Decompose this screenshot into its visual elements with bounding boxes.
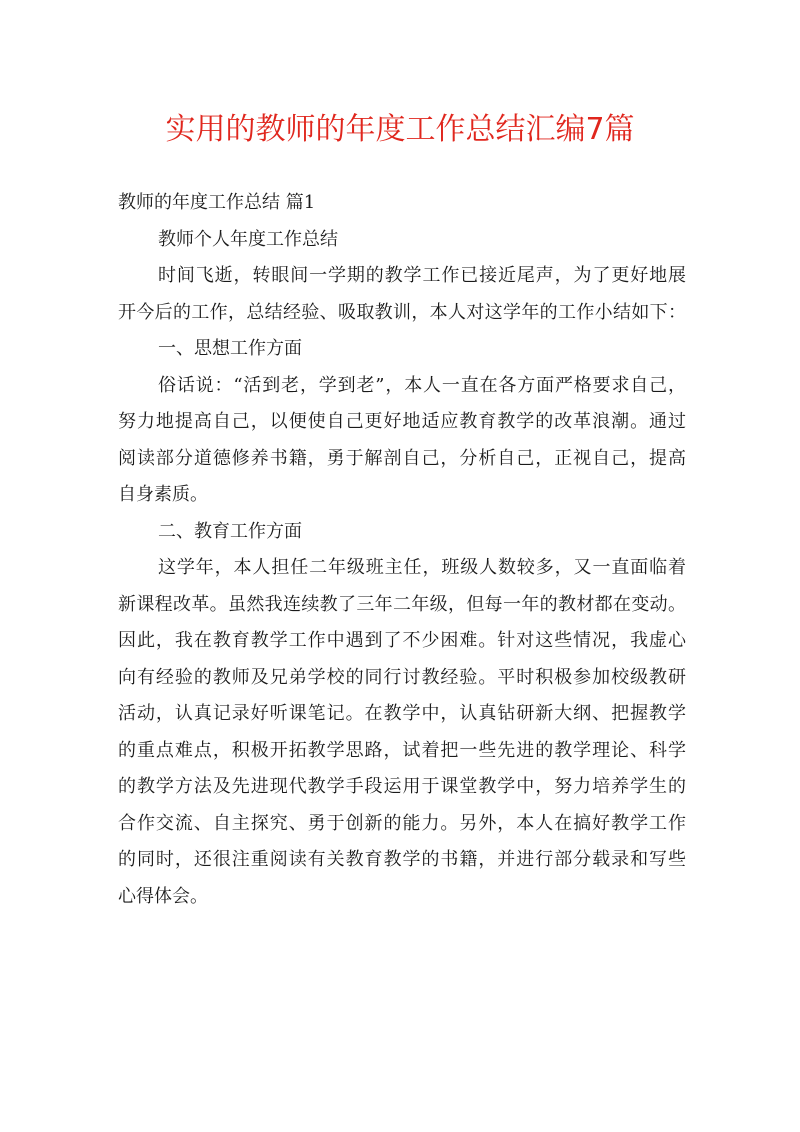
paragraph-line: 的同时，还很注重阅读有关教育教学的书籍，并进行部分载录和写些 — [118, 849, 686, 870]
paragraph-line: 开今后的工作，总结经验、吸取教训，本人对这学年的工作小结如下： — [118, 301, 686, 323]
paragraph-line: 的教学方法及先进现代教学手段运用于课堂教学中，努力培养学生的 — [118, 776, 686, 797]
paragraph-line: 俗话说：“活到老，学到老”，本人一直在各方面严格要求自己， — [158, 374, 686, 396]
paragraph-line: 活动，认真记录好听课笔记。在教学中，认真钻研新大纲、把握教学 — [118, 703, 686, 724]
paragraph-line: 时间飞逝，转眼间一学期的教学工作已接近尾声，为了更好地展 — [158, 265, 686, 286]
document-body — [118, 185, 686, 915]
paragraph-line: 努力地提高自己，以便使自己更好地适应教育教学的改革浪潮。通过 — [118, 411, 686, 432]
subheading: 一、思想工作方面 — [158, 338, 302, 359]
paragraph-line: 这学年，本人担任二年级班主任，班级人数较多，又一直面临着 — [158, 557, 686, 578]
paragraph-line: 因此，我在教育教学工作中遇到了不少困难。针对这些情况，我虚心 — [118, 630, 686, 651]
subheading: 二、教育工作方面 — [158, 520, 302, 542]
document-title: 实用的教师的年度工作总结汇编7篇 — [165, 112, 635, 147]
paragraph-line: 心得体会。 — [118, 885, 208, 907]
paragraph-line: 自身素质。 — [118, 484, 208, 505]
paragraph-line: 的重点难点，积极开拓教学思路，试着把一些先进的教学理论、科学 — [118, 739, 686, 761]
paragraph-line: 新课程改革。虽然我连续教了三年二年级，但每一年的教材都在变动。 — [118, 593, 686, 615]
paragraph-line: 阅读部分道德修养书籍，勇于解剖自己，分析自己，正视自己，提高 — [118, 447, 686, 469]
paragraph-line: 向有经验的教师及兄弟学校的同行讨教经验。平时积极参加校级教研 — [118, 666, 686, 688]
subtitle: 教师个人年度工作总结 — [158, 228, 338, 250]
section-heading: 教师的年度工作总结 篇1 — [118, 192, 316, 213]
paragraph-line: 合作交流、自主探究、勇于创新的能力。另外，本人在搞好教学工作 — [118, 812, 686, 834]
